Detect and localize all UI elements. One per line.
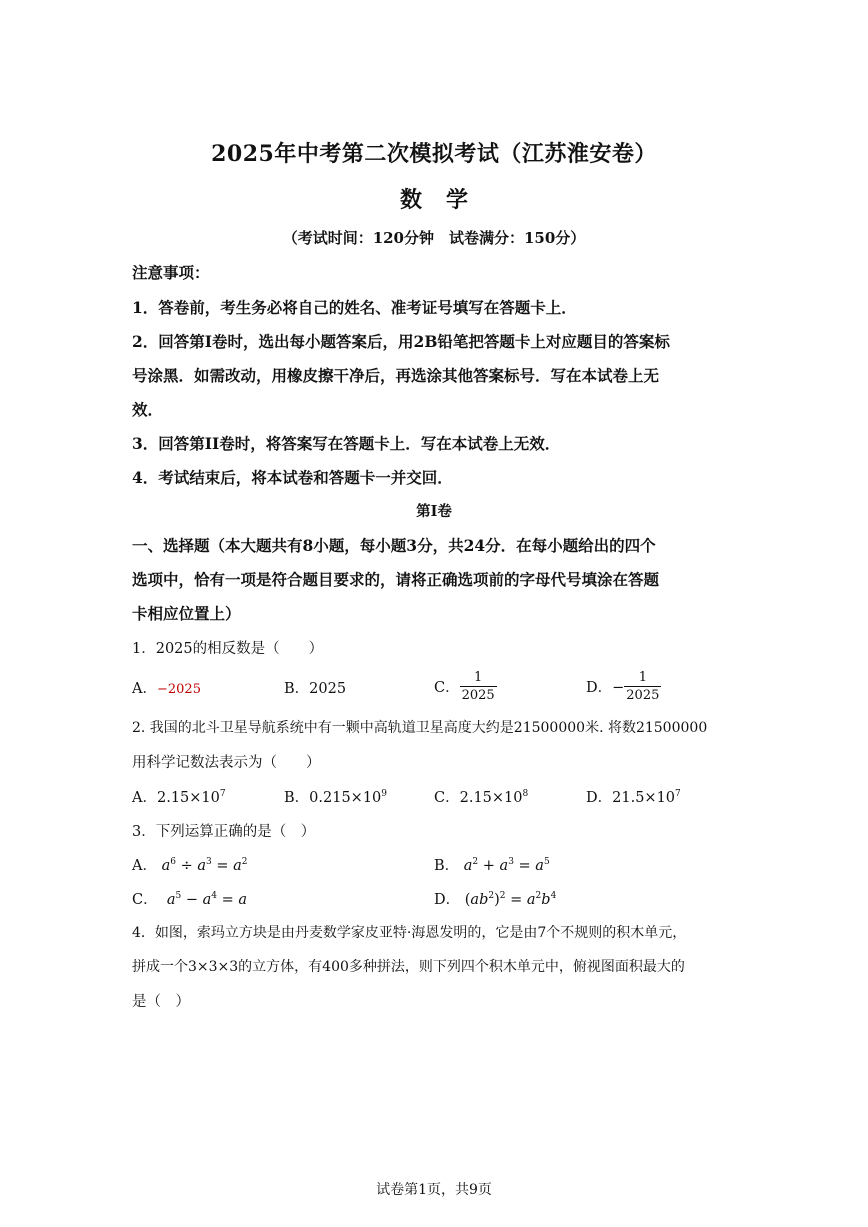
note-item-4: 4．考试结束后，将本试卷和答题卡一并交回． [132, 468, 453, 487]
q2-stem-line-2: 用科学记数法表示为（ ） [132, 755, 321, 771]
note-item-1: 1．答卷前，考生务必将自己的姓名、准考证号填写在答题卡上． [132, 298, 577, 317]
q3-option-d-label: D． [434, 892, 461, 908]
page-footer: 试卷第1页，共9页 [376, 1182, 492, 1198]
note-item-3: 3．回答第II卷时，将答案写在答题卡上．写在本试卷上无效． [132, 434, 561, 453]
q1-stem: 1．2025的相反数是（ ） [132, 641, 324, 657]
q1-option-c-label: C． [434, 679, 460, 696]
q2-option-d-base: 21.5×10 [612, 790, 676, 806]
volume-heading: 第I卷 [416, 503, 452, 520]
q1-option-a-value: −2025 [156, 682, 201, 697]
q4-stem-line-2: 拼成一个3×3×3的立方体，有400多种拼法，则下列四个积木单元中，俯视图面积最大的 [132, 959, 685, 975]
q1-option-a [132, 677, 201, 698]
exam-title: 2025年中考第二次模拟考试（江苏淮安卷） [211, 141, 657, 167]
note-item-2-line-1: 2．回答第I卷时，选出每小题答案后，用2B铅笔把答题卡上对应题目的答案标 [132, 332, 670, 351]
q1-option-a-label: A． [132, 681, 157, 697]
q2-option-d-exponent: 7 [675, 789, 681, 800]
q3-option-d: D． $(ab^2)^2 = a^2b^4$ [434, 891, 557, 908]
q2-option-b-base: 0.215×10 [309, 790, 382, 806]
q1-option-b: B．2025 [284, 681, 347, 697]
q3-option-a-label: A． [132, 858, 157, 874]
q2-option-c-base: 2.15×10 [459, 790, 523, 806]
q4-stem-line-1: 4．如图，索玛立方块是由丹麦数学家皮亚特·海恩发明的，它是由7个不规则的积木单元， [132, 925, 687, 941]
q3-option-c-label: C． [132, 892, 158, 908]
q1-option-d-denominator: 2025 [626, 687, 660, 703]
q2-option-c [434, 786, 528, 807]
q2-option-b-exponent: 9 [381, 789, 388, 800]
q4-stem-line-3: 是（ ） [132, 994, 190, 1010]
part1-instructions-line-1: 一、选择题（本大题共有8小题，每小题3分，共24分．在每小题给出的四个 [132, 536, 656, 555]
q2-stem-line-1: 2. 我国的北斗卫星导航系统中有一颗中高轨道卫星高度大约是21500000米. 将数21500000 [132, 720, 708, 736]
q3-option-a: A． $a^6 \div a^3 = a^2$ [132, 857, 248, 874]
q2-option-b-label: B． [284, 790, 310, 806]
exam-info: （考试时间：120分钟 试卷满分：150分） [282, 229, 586, 247]
q1-option-c-numerator: 1 [474, 669, 483, 685]
q1-option-c [434, 664, 497, 708]
q2-option-b [284, 786, 387, 807]
notes-heading: 注意事项： [132, 263, 210, 282]
part1-instructions-line-2: 选项中，恰有一项是符合题目要求的，请将正确选项前的字母代号填涂在答题 [132, 570, 660, 589]
q1-option-c-fraction [460, 669, 497, 704]
q3-stem: 3．下列运算正确的是（ ） [132, 824, 316, 840]
q3-option-b: B． $a^2 + a^3 = a^5$ [434, 857, 550, 874]
q2-option-a-base: 2.15×10 [156, 790, 220, 806]
q3-option-b-label: B． [434, 858, 460, 874]
q1-option-c-denominator: 2025 [461, 687, 495, 703]
q1-option-d-fraction [624, 669, 661, 704]
q2-option-d [586, 786, 681, 807]
q1-option-d-numerator: 1 [638, 669, 647, 685]
q2-option-a-label: A． [132, 790, 157, 806]
q3-option-c: C． $a^5 - a^4 = a$ [132, 891, 248, 908]
q2-option-d-label: D． [586, 790, 613, 806]
q1-option-d-label: D．− [586, 679, 625, 696]
q2-option-a-exponent: 7 [219, 789, 226, 800]
note-item-2-line-2: 号涂黑．如需改动，用橡皮擦干净后，再选涂其他答案标号．写在本试卷上无 [132, 366, 660, 385]
q1-option-d [586, 664, 661, 708]
note-item-2-line-3: 效． [132, 400, 164, 419]
q2-option-c-exponent: 8 [522, 789, 529, 800]
subject-title: 数学 [399, 187, 492, 213]
q2-option-c-label: C． [434, 790, 460, 806]
part1-instructions-line-3: 卡相应位置上） [132, 604, 241, 623]
q2-option-a [132, 786, 226, 807]
